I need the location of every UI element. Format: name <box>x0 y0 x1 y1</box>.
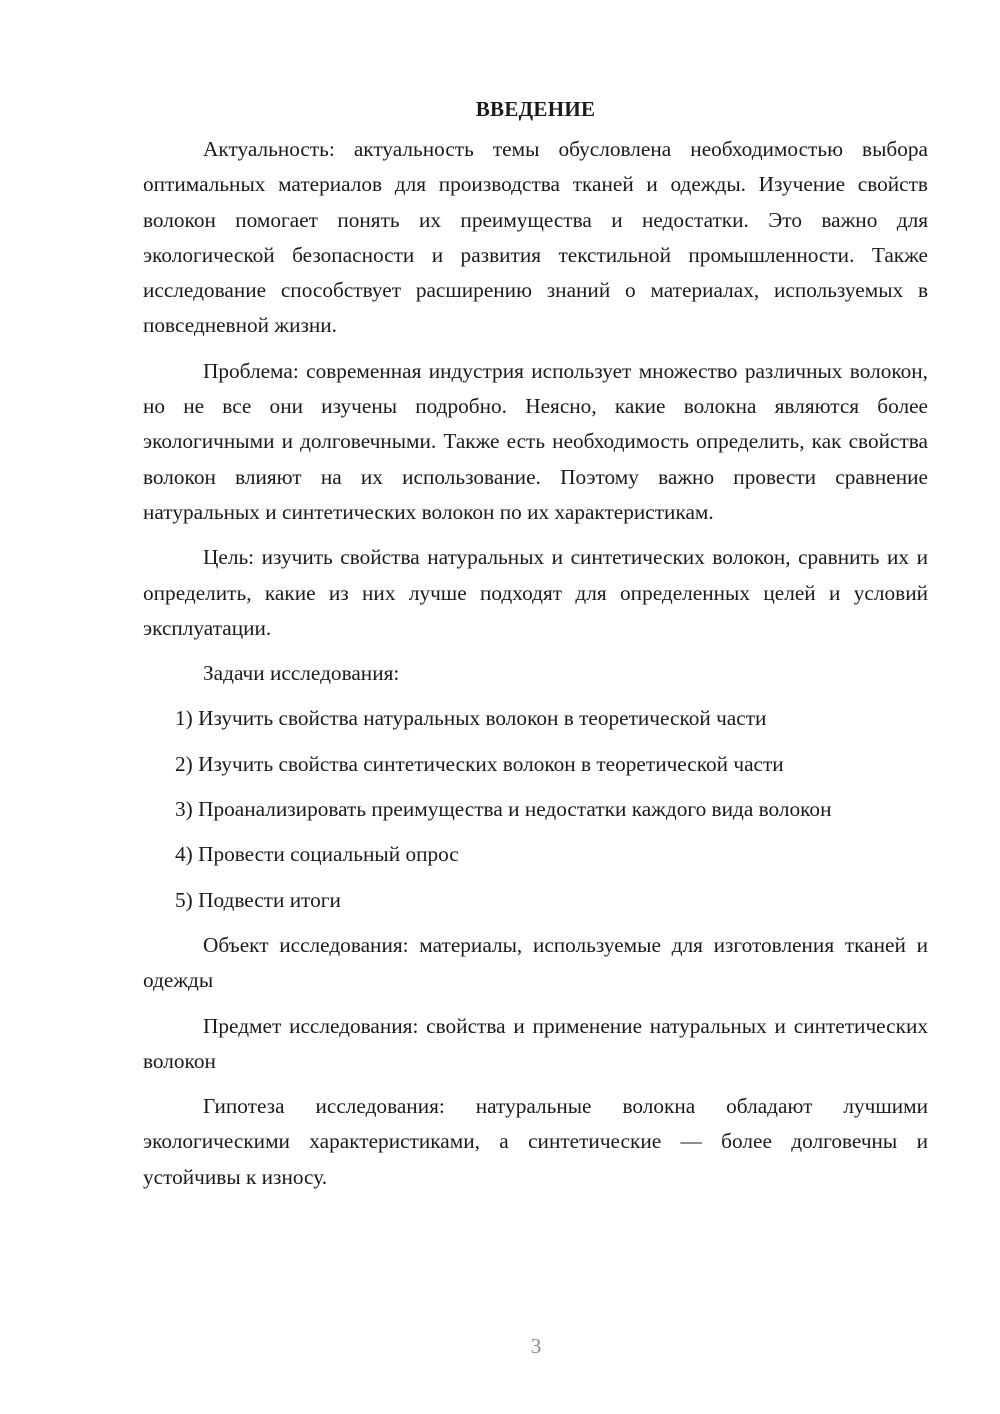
subject-paragraph: Предмет исследования: свойства и применение натуральных и синтетических волокон <box>143 1013 928 1073</box>
page-content <box>143 92 928 1195</box>
task-item-1: 1) Изучить свойства натуральных волокон в теоретической части <box>175 706 767 731</box>
hypothesis-paragraph: Гипотеза исследования: натуральные волокна обладают лучшими экологическими характеристиками, а синтетические — более долговечны и устойчивы к износу. <box>143 1094 928 1189</box>
page-number: 3 <box>530 1334 542 1358</box>
task-item-3: 3) Проанализировать преимущества и недостатки каждого вида волокон <box>175 797 832 822</box>
problem-paragraph: Проблема: современная индустрия использует множество различных волокон, но не все они изучены подробно. Неясно, какие волокна являются более экологичными и долговечными. Также есть необходимость определить, как свойства волокон влияют на их использование. Поэтому важно провести сравнение натуральных и синтетических волокон по их характеристикам. <box>143 358 928 524</box>
tasks-heading: Задачи исследования: <box>203 661 400 686</box>
task-item-2: 2) Изучить свойства синтетических волокон в теоретической части <box>175 751 784 776</box>
goal-paragraph: Цель: изучить свойства натуральных и синтетических волокон, сравнить их и определить, какие из них лучше подходят для определенных целей и условий эксплуатации. <box>143 545 928 640</box>
relevance-paragraph: Актуальность: актуальность темы обусловлена необходимостью выбора оптимальных материалов для производства тканей и одежды. Изучение свойств волокон помогает понять их преимущества и недостатки. Это важно для экологической безопасности и развития текстильной промышленности. Также исследование способствует расширению знаний о материалах, используемых в повседневной жизни. <box>143 137 928 338</box>
task-item-4: 4) Провести социальный опрос <box>175 842 459 867</box>
object-paragraph: Объект исследования: материалы, используемые для изготовления тканей и одежды <box>143 932 928 993</box>
section-title: ВВЕДЕНИЕ <box>475 97 596 121</box>
task-item-5: 5) Подвести итоги <box>175 887 341 912</box>
